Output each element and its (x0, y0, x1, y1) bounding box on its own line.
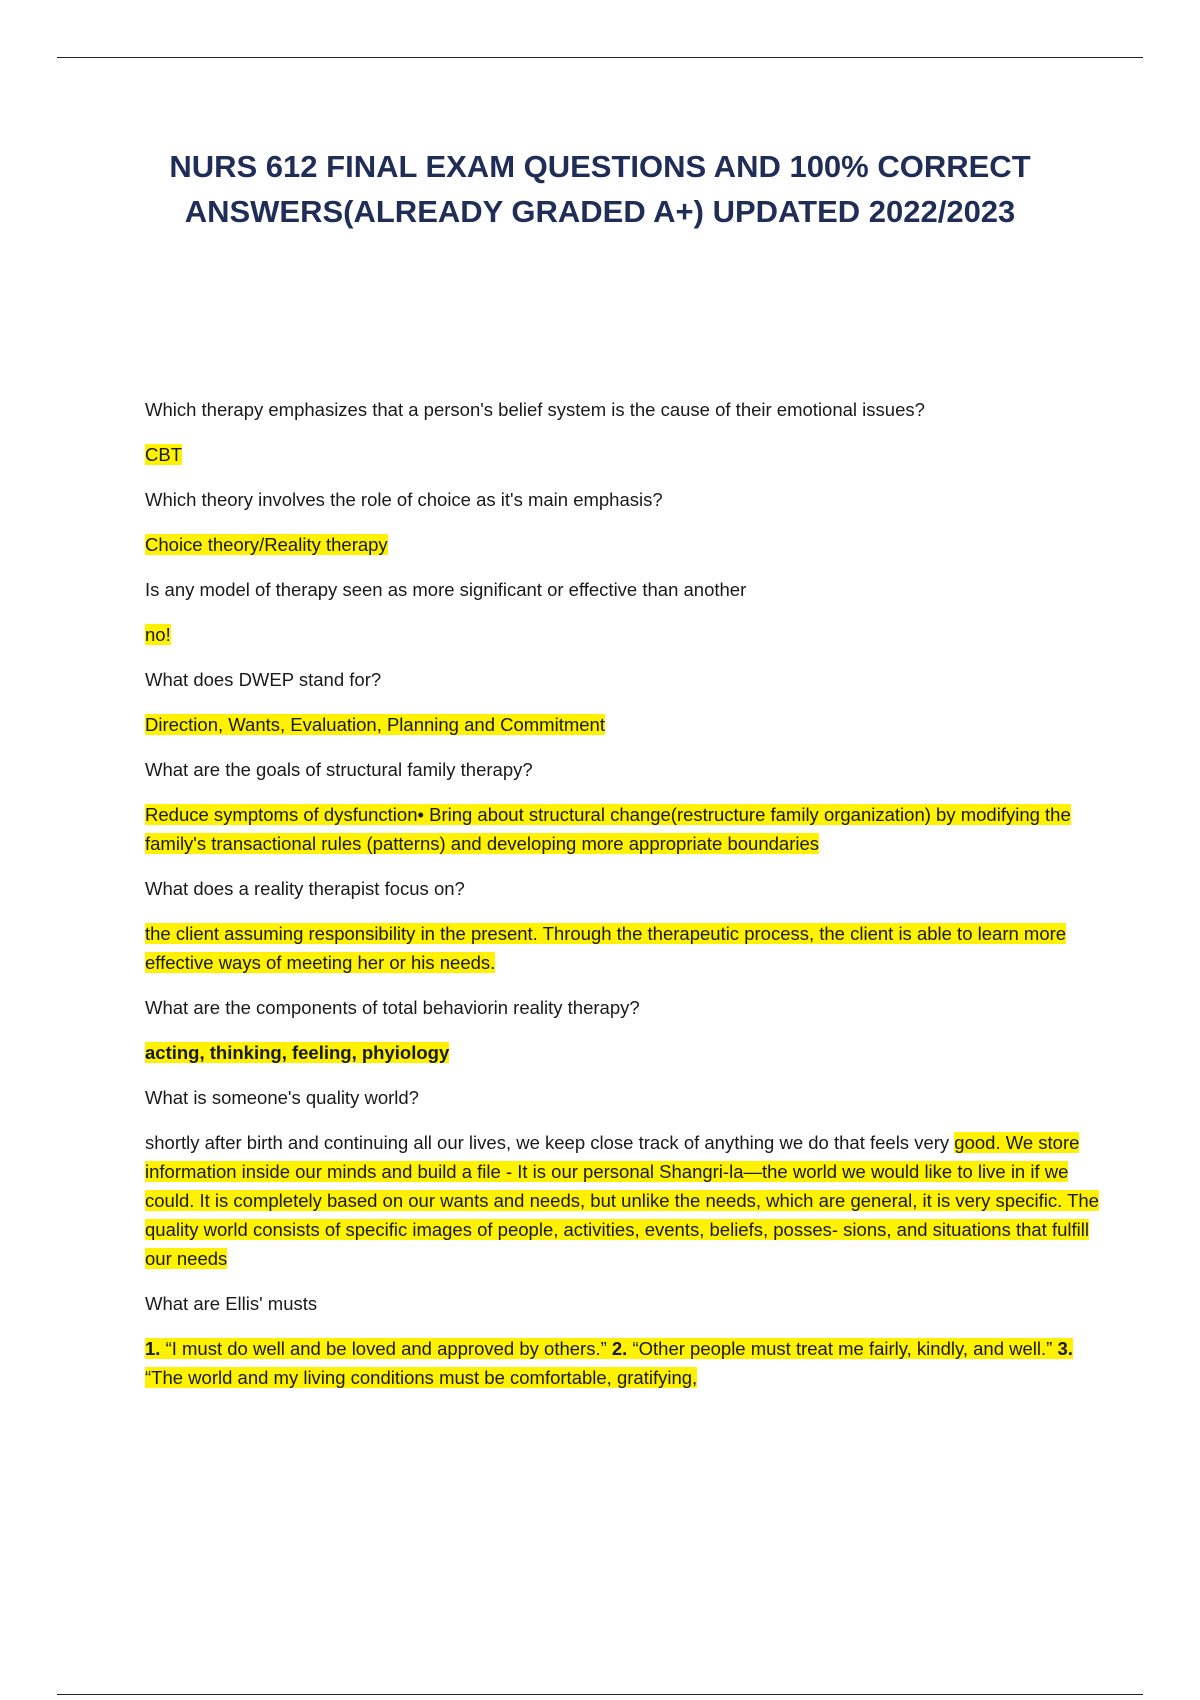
question-4: What does DWEP stand for? (145, 669, 382, 690)
answer-8 (145, 1128, 1105, 1273)
answer-5 (145, 800, 1105, 858)
question-3: Is any model of therapy seen as more significant or effective than another (145, 579, 747, 600)
question-2: Which theory involves the role of choice as it's main emphasis? (145, 489, 663, 510)
answer-9-text-2: “Other people must treat me fairly, kindly, and well.” (627, 1338, 1058, 1359)
answer-9-text-1: “I must do well and be loved and approved by others.” (160, 1338, 612, 1359)
answer-1 (145, 440, 1105, 469)
answer-6 (145, 919, 1105, 977)
answer-8-plain-text: shortly after birth and continuing all our lives, we keep close track of anything we do that feels very (145, 1132, 950, 1153)
answer-9 (145, 1334, 1105, 1392)
question-5: What are the goals of structural family therapy? (145, 759, 533, 780)
title-line-1: NURS 612 FINAL EXAM QUESTIONS AND 100% CORRECT (169, 149, 1031, 184)
document-title (60, 144, 1140, 234)
answer-2 (145, 530, 1105, 559)
answer-3 (145, 620, 1105, 649)
question-7: What are the components of total behaviorin reality therapy? (145, 997, 640, 1018)
answer-9-text-3: “The world and my living conditions must be comfortable, gratifying, (145, 1367, 698, 1388)
qa-list (145, 395, 1105, 1408)
top-rule (57, 57, 1143, 58)
answer-4 (145, 710, 1105, 739)
bottom-rule (57, 1694, 1143, 1695)
answer-4-text: Direction, Wants, Evaluation, Planning and Commitment (145, 714, 605, 735)
answer-8-text: good. We store information inside our minds and build a file - It is our personal Shangri-la—the world we would like to live in if we could. It is completely based on our wants and needs, but unlike the needs, which are general, it is very specific. The quality world consists of specific images of people, activities, events, beliefs, posses- sions, and situations that fulfill our needs (145, 1132, 1099, 1269)
answer-9-num-2: 2. (611, 1338, 628, 1359)
answer-5-text: Reduce symptoms of dysfunction• Bring about structural change(restructure family organization) by modifying the family's transactional rules (patterns) and developing more appropriate boundaries (145, 804, 1071, 854)
answer-7-text: acting, thinking, feeling, phyiology (145, 1042, 450, 1063)
answer-3-text: no! (145, 624, 171, 645)
answer-9-num-1: 1. (145, 1338, 161, 1359)
question-1: Which therapy emphasizes that a person's belief system is the cause of their emotional issues? (145, 399, 925, 420)
answer-6-text: the client assuming responsibility in the present. Through the therapeutic process, the client is able to learn more effective ways of meeting her or his needs. (145, 923, 1067, 973)
answer-7 (145, 1038, 1105, 1067)
answer-1-text: CBT (145, 444, 182, 465)
question-6: What does a reality therapist focus on? (145, 878, 465, 899)
question-9: What are Ellis' musts (145, 1293, 318, 1314)
answer-9-num-3: 3. (1057, 1338, 1073, 1359)
title-line-2: ANSWERS(ALREADY GRADED A+) UPDATED 2022/2023 (184, 194, 1016, 229)
answer-2-text: Choice theory/Reality therapy (145, 534, 388, 555)
question-8: What is someone's quality world? (145, 1087, 419, 1108)
